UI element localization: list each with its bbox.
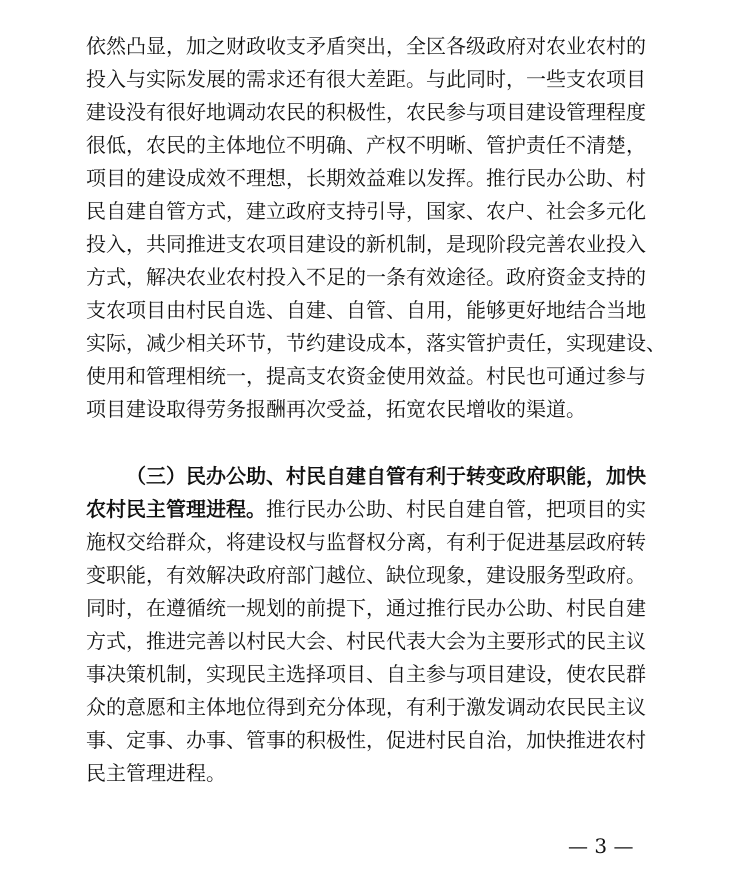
section-heading-continuation: [86, 496, 646, 522]
section-heading: （三）民办公助、村民自建自管有利于转变政府职能，加快: [126, 464, 646, 488]
body-text-line: 支农项目由村民自选、自建、自管、自用，能够更好地结合当地: [86, 298, 646, 322]
body-text-line: 众的意愿和主体地位得到充分体现，有利于激发调动农民民主议: [86, 695, 646, 719]
body-text-line: 施权交给群众，将建设权与监督权分离，有利于促进基层政府转: [86, 530, 646, 554]
body-text-line: 使用和管理相统一，提高支农资金使用效益。村民也可通过参与: [86, 364, 646, 388]
body-text-line: 同时，在遵循统一规划的前提下，通过推行民办公助、村民自建: [86, 596, 646, 620]
body-text-line: 项目的建设成效不理想，长期效益难以发挥。推行民办公助、村: [86, 166, 646, 190]
body-text-line: 投入，共同推进支农项目建设的新机制，是现阶段完善农业投入: [86, 232, 646, 256]
body-text-line: 事决策机制，实现民主选择项目、自主参与项目建设，使农民群: [86, 662, 646, 686]
body-text-line: 方式，解决农业农村投入不足的一条有效途径。政府资金支持的: [86, 265, 646, 289]
body-text-line: 方式，推进完善以村民大会、村民代表大会为主要形式的民主议: [86, 629, 646, 653]
body-text-line: 很低，农民的主体地位不明确、产权不明晰、管护责任不清楚，: [86, 133, 646, 157]
body-text-line: 事、定事、办事、管事的积极性，促进村民自治，加快推进农村: [86, 728, 646, 752]
body-text-line: 变职能，有效解决政府部门越位、缺位现象，建设服务型政府。: [86, 563, 646, 587]
body-text-line: 项目建设取得劳务报酬再次受益，拓宽农民增收的渠道。: [86, 397, 586, 421]
body-text-line: 实际，减少相关环节，节约建设成本，落实管护责任，实现建设、: [86, 331, 666, 355]
body-text-line: 依然凸显，加之财政收支矛盾突出，全区各级政府对农业农村的: [86, 34, 646, 58]
body-text-line: 民自建自管方式，建立政府支持引导，国家、农户、社会多元化: [86, 199, 646, 223]
body-text-line: 建设没有很好地调动农民的积极性，农民参与项目建设管理程度: [86, 100, 646, 124]
section-heading-end: 农村民主管理进程。: [86, 497, 266, 521]
page-number: — 3 —: [568, 834, 634, 858]
body-text-line: 民主管理进程。: [86, 761, 226, 785]
body-text-line: 投入与实际发展的需求还有很大差距。与此同时，一些支农项目: [86, 67, 646, 91]
body-text-segment: 推行民办公助、村民自建自管，把项目的实: [266, 497, 646, 521]
